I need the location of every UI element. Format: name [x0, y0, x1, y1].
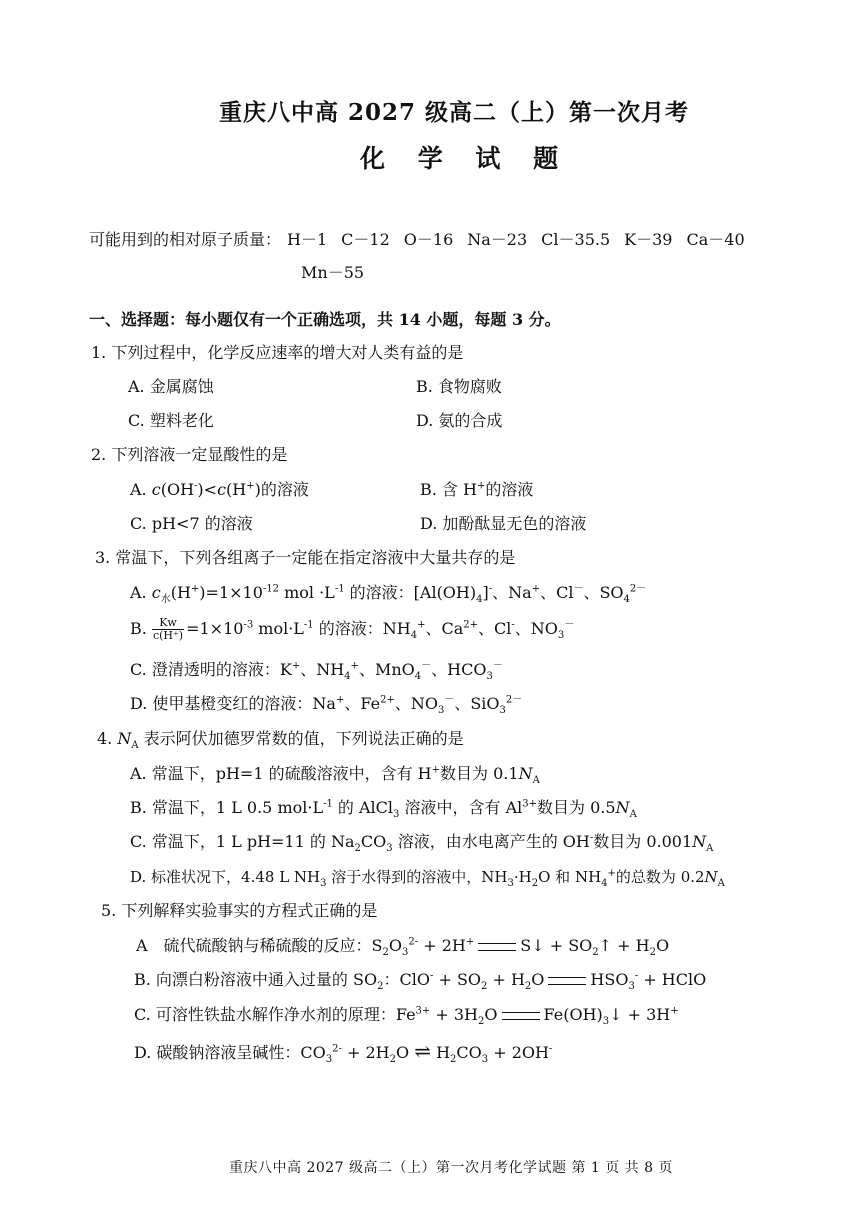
q1-option-b: B. 食物腐败: [416, 377, 502, 396]
q2-option-c: C. pH<7 的溶液: [130, 514, 253, 533]
q3-option-a: A. $c_水(H^+)=1\times 10^{-12}$ mol $\cdot L^{-1}$ 的溶液：$[Al(OH)_4]^-$、Na+、Cl－、$SO_4^{2-}$: [130, 583, 647, 606]
atomic-mass-k: K－39: [624, 230, 673, 249]
q1-option-c: C. 塑料老化: [128, 411, 214, 430]
atomic-mass-line: [89, 229, 745, 251]
q1-option-d: D. 氨的合成: [416, 411, 503, 430]
equals-sign-icon: [478, 943, 516, 951]
q5-option-c: C. 可溶性铁盐水解作净水剂的原理：$Fe^{3+} + 3H_2O$ $Fe(OH)_3↓ + 3H^+$: [134, 1005, 679, 1028]
q2-option-b: B. 含 H+的溶液: [420, 480, 534, 499]
kw-fraction: $\frac{Kw}{c(H^+)}$: [152, 616, 184, 642]
q5-stem: 5. 下列解释实验事实的方程式正确的是: [101, 901, 378, 920]
atomic-mass-h: H－1: [287, 230, 328, 249]
q4-option-b: B. 常温下，1 L 0.5 $mol\cdot L^{-1}$ 的 AlCl$_3$ 溶液中，含有 $Al^{3+}$数目为 $0.5N_A$: [130, 798, 637, 821]
q1-option-a: A. 金属腐蚀: [128, 377, 214, 396]
q3-option-b: B. $\frac{Kw}{c(H^+)}$ $=1\times 10^{-3}$ $mol\cdot L^{-1}$ 的溶液：$NH_4^+$、$Ca^{2+}$、Cl-、$NO_3^-$: [130, 616, 575, 642]
atomic-mass-o: O－16: [403, 230, 454, 249]
atomic-mass-mn: Mn－55: [301, 263, 365, 282]
q5-option-d: D. 碳酸钠溶液呈碱性：$CO_3^{2-} + 2H_2O$ ⇌ $H_2CO_3 + 2OH^-$: [134, 1039, 553, 1066]
equilibrium-arrow-icon: ⇌: [414, 1039, 431, 1063]
atomic-mass-c: C－12: [341, 230, 390, 249]
q4-stem: 4. $N_A$ 表示阿伏加德罗常数的值，下列说法正确的是: [97, 729, 464, 752]
q5-option-a: A 硫代硫酸钠与稀硫酸的反应：$S_2O_3^{2-} + 2H^+$ S↓ + $SO_2↑ + H_2O$: [136, 936, 670, 959]
section-heading: 一、选择题：每小题仅有一个正确选项，共 14 小题，每题 3 分。: [89, 310, 561, 329]
q3-option-c: C. 澄清透明的溶液：K+、$NH_4^+$、MnO$_4$－、$HCO_3^-$: [130, 660, 503, 683]
equals-sign-icon: [502, 1012, 540, 1020]
exam-title: 重庆八中高 2027 级高二（上）第一次月考: [219, 99, 690, 126]
equals-sign-icon: [548, 977, 586, 985]
q4-option-c: C. 常温下，1 L pH=11 的 $Na_2CO_3$ 溶液，由水电离产生的 OH-数目为 $0.001N_A$: [130, 832, 714, 855]
q1-stem: 1. 下列过程中，化学反应速率的增大对人类有益的是: [91, 343, 464, 362]
q4-option-d: D. 标准状况下，4.48 L $NH_3$ 溶于水得到的溶液中，$NH_3\cdot H_2O$ 和 $NH_4^+$的总数为 $0.2N_A$: [130, 868, 725, 889]
q3-stem: 3. 常温下，下列各组离子一定能在指定溶液中大量共存的是: [95, 548, 516, 567]
page-footer: 重庆八中高 2027 级高二（上）第一次月考化学试题 第 1 页 共 8 页: [229, 1160, 674, 1176]
atomic-mass-ca: Ca－40: [686, 230, 745, 249]
atomic-mass-na: Na－23: [467, 230, 528, 249]
q4-option-a: A. 常温下，pH=1 的硫酸溶液中，含有 H+数目为 $0.1N_A$: [130, 764, 540, 787]
exam-subtitle: 化 学 试 题: [360, 144, 571, 173]
q3-option-d: D. 使甲基橙变红的溶液：Na+、$Fe^{2+}$、$NO_3^-$、SiO$_3^{2-}$: [130, 694, 523, 717]
q2-option-a: A. c(OH-)<c(H+)的溶液: [130, 480, 309, 499]
q2-stem: 2. 下列溶液一定显酸性的是: [91, 445, 288, 464]
q2-option-d: D. 加酚酞显无色的溶液: [420, 514, 587, 533]
q5-option-b: B. 向漂白粉溶液中通入过量的 $SO_2$：$ClO^- + SO_2 + H_2O$ $HSO_3^-$ + HClO: [134, 970, 707, 993]
atomic-mass-label: 可能用到的相对原子质量：: [89, 230, 282, 249]
atomic-mass-cl: Cl－35.5: [541, 230, 611, 249]
